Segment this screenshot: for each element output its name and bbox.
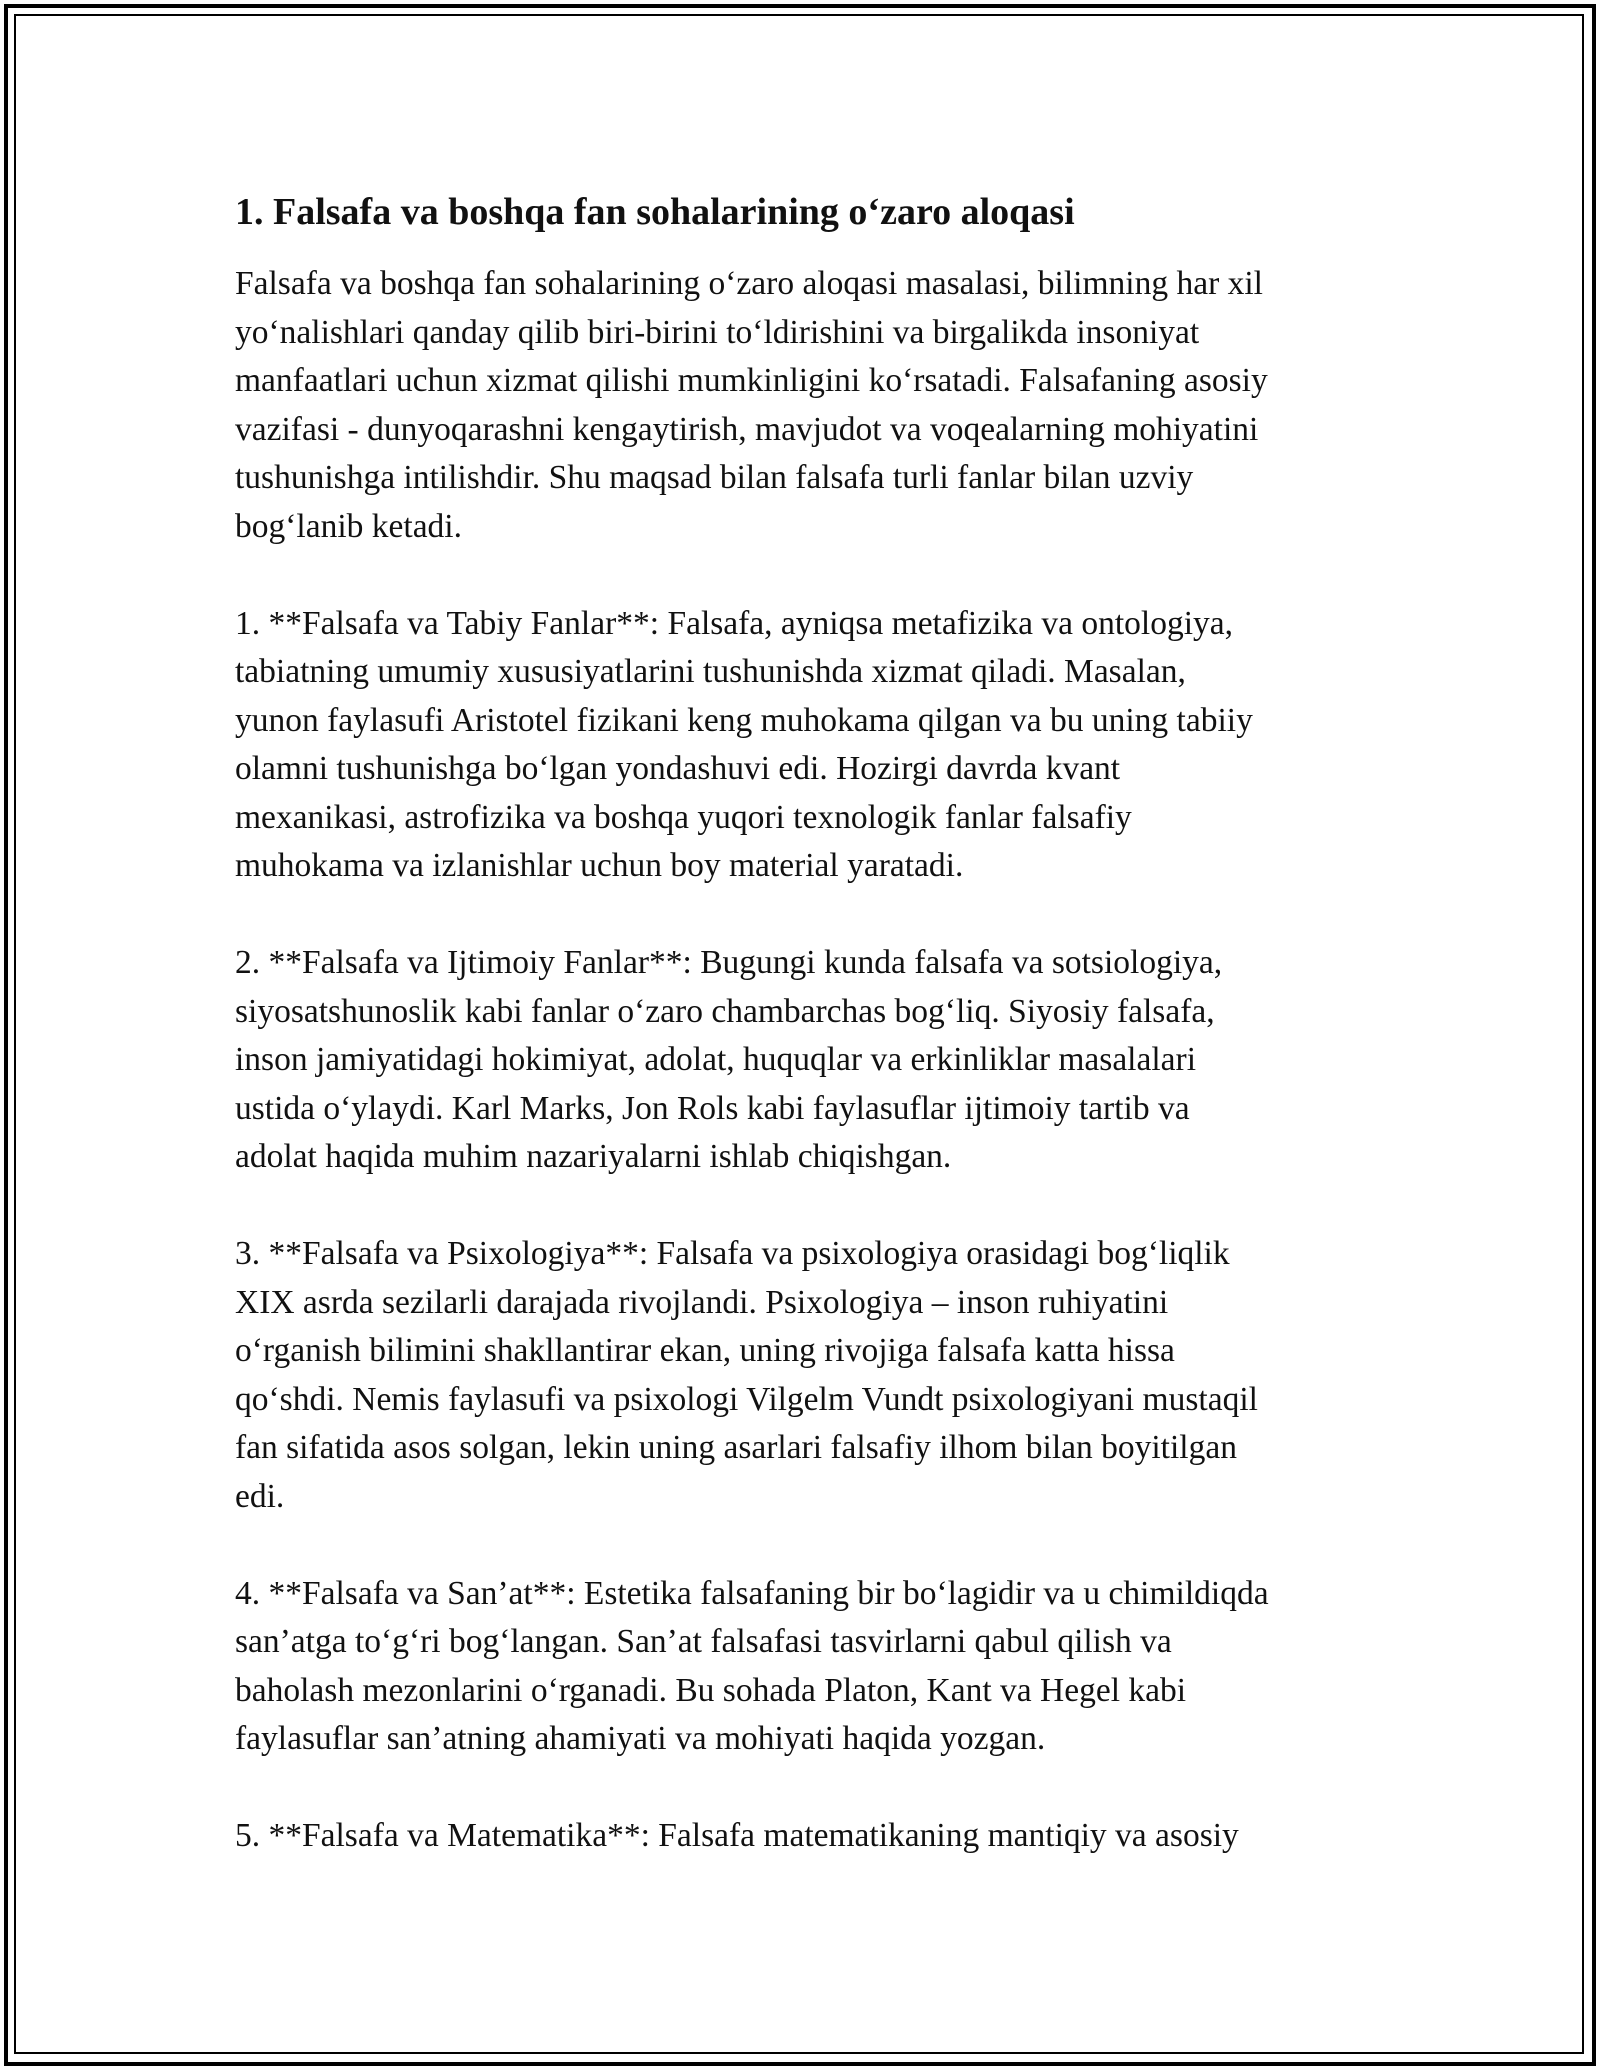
text-line: Falsafa va boshqa fan sohalarining o‘zaro aloqasi masalasi, bilimning har xil xyxy=(235,265,1263,302)
paragraph-psychology xyxy=(235,1230,1375,1521)
text-line: olamni tushunishga bo‘lgan yondashuvi edi. Hozirgi davrda kvant xyxy=(235,750,1121,787)
text-line: tushunishga intilishdir. Shu maqsad bilan falsafa turli fanlar bilan uzviy xyxy=(235,459,1194,496)
text-line: siyosatshunoslik kabi fanlar o‘zaro chambarchas bog‘liq. Siyosiy falsafa, xyxy=(235,992,1215,1030)
text-line: vazifasi - dunyoqarashni kengaytirish, mavjudot va voqealarning mohiyatini xyxy=(235,410,1259,448)
text-line: 4. **Falsafa va San’at**: Estetika falsafaning bir bo‘lagidir va u chimildiqda xyxy=(235,1574,1269,1612)
text-line: tabiatning umumiy xususiyatlarini tushunishda xizmat qiladi. Masalan, xyxy=(235,653,1186,690)
paragraph-mathematics xyxy=(235,1812,1375,1861)
text-line: qo‘shdi. Nemis faylasufi va psixologi Vilgelm Vundt psixologiyani mustaqil xyxy=(235,1380,1258,1418)
text-line: yunon faylasufi Aristotel fizikani keng muhokama qilgan va bu uning tabiiy xyxy=(235,701,1253,739)
text-line: edi. xyxy=(235,1477,285,1515)
text-line: 5. **Falsafa va Matematika**: Falsafa matematikaning mantiqiy va asosiy xyxy=(235,1817,1239,1854)
document-title: 1. Falsafa va boshqa fan sohalarining o‘zaro aloqasi xyxy=(235,191,1075,233)
text-line: faylasuflar san’atning ahamiyati va mohiyati haqida yozgan. xyxy=(235,1720,1046,1757)
text-line: 1. **Falsafa va Tabiy Fanlar**: Falsafa, ayniqsa metafizika va ontologiya, xyxy=(235,604,1234,642)
paragraph-intro xyxy=(235,260,1375,551)
text-line: inson jamiyatidagi hokimiyat, adolat, huquqlar va erkinliklar masalalari xyxy=(235,1041,1196,1078)
text-line: mexanikasi, astrofizika va boshqa yuqori texnologik fanlar falsafiy xyxy=(235,798,1132,836)
text-line: bog‘lanib ketadi. xyxy=(235,507,462,545)
text-line: 2. **Falsafa va Ijtimoiy Fanlar**: Bugungi kunda falsafa va sotsiologiya, xyxy=(235,944,1223,981)
text-line: baholash mezonlarini o‘rganadi. Bu sohada Platon, Kant va Hegel kabi xyxy=(235,1671,1187,1709)
text-line: 3. **Falsafa va Psixologiya**: Falsafa va psixologiya orasidagi bog‘liqlik xyxy=(235,1235,1230,1272)
document-body xyxy=(235,186,1375,1861)
text-line: manfaatlari uchun xizmat qilishi mumkinligini ko‘rsatadi. Falsafaning asosiy xyxy=(235,362,1268,399)
text-line: fan sifatida asos solgan, lekin uning asarlari falsafiy ilhom bilan boyitilgan xyxy=(235,1429,1237,1466)
text-line: adolat haqida muhim nazariyalarni ishlab chiqishgan. xyxy=(235,1138,952,1175)
text-line: san’atga to‘g‘ri bog‘langan. San’at falsafasi tasvirlarni qabul qilish va xyxy=(235,1623,1172,1660)
text-line: o‘rganish bilimini shakllantirar ekan, uning rivojiga falsafa katta hissa xyxy=(235,1332,1175,1369)
text-line: XIX asrda sezilarli darajada rivojlandi. Psixologiya – inson ruhiyatini xyxy=(235,1283,1169,1321)
paragraph-natural-sciences xyxy=(235,600,1375,891)
paragraph-art xyxy=(235,1570,1375,1764)
text-line: yo‘nalishlari qanday qilib biri-birini to‘ldirishini va birgalikda insoniyat xyxy=(235,313,1200,351)
text-line: muhokama va izlanishlar uchun boy material yaratadi. xyxy=(235,847,964,884)
paragraph-social-sciences xyxy=(235,939,1375,1182)
text-line: ustida o‘ylaydi. Karl Marks, Jon Rols kabi faylasuflar ijtimoiy tartib va xyxy=(235,1089,1190,1127)
